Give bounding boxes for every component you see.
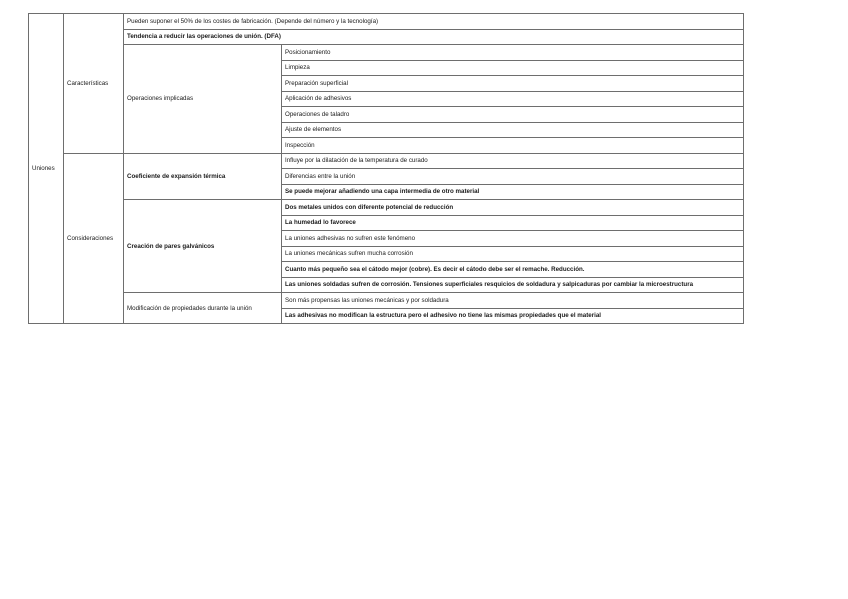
modificacion-item: Son más propensas las uniones mecánicas y por soldadura — [282, 293, 744, 309]
galvanico-item: Las uniones soldadas sufren de corrosión. Tensiones superficiales resquicios de soldadura y salpicaduras por cambiar la microestructura — [282, 277, 744, 293]
operacion-item: Ajuste de elementos — [282, 122, 744, 138]
operacion-item: Aplicación de adhesivos — [282, 91, 744, 107]
root-cell: Uniones — [29, 14, 64, 324]
operacion-item: Preparación superficial — [282, 76, 744, 92]
table-row — [29, 14, 744, 30]
table-row — [29, 45, 744, 61]
uniones-outline-table — [28, 13, 744, 324]
galvanico-item: Dos metales unidos con diferente potencial de reducción — [282, 200, 744, 216]
operacion-item: Limpieza — [282, 60, 744, 76]
galvanico-item: La uniones mecánicas sufren mucha corrosión — [282, 246, 744, 262]
table-row — [29, 153, 744, 169]
table-row — [29, 293, 744, 309]
coeficiente-item: Influye por la dilatación de la temperatura de curado — [282, 153, 744, 169]
operacion-item: Inspección — [282, 138, 744, 154]
consideraciones-cell: Consideraciones — [64, 153, 124, 324]
galvanico-item: Cuanto más pequeño sea el cátodo mejor (cobre). Es decir el cátodo debe ser el remache. Reducción. — [282, 262, 744, 278]
operacion-item: Posicionamiento — [282, 45, 744, 61]
coeficiente-cell: Coeficiente de expansión térmica — [124, 153, 282, 200]
table-row — [29, 200, 744, 216]
galvanicos-cell: Creación de pares galvánicos — [124, 200, 282, 293]
coeficiente-item: Se puede mejorar añadiendo una capa intermedia de otro material — [282, 184, 744, 200]
modificacion-item: Las adhesivas no modifican la estructura pero el adhesivo no tiene las mismas propiedades que el material — [282, 308, 744, 324]
modificacion-cell: Modificación de propiedades durante la unión — [124, 293, 282, 324]
table-row — [29, 29, 744, 45]
operaciones-cell: Operaciones implicadas — [124, 45, 282, 154]
caracteristicas-cell: Características — [64, 14, 124, 154]
dfa-cell: Tendencia a reducir las operaciones de unión. (DFA) — [124, 29, 744, 45]
costes-cell: Pueden suponer el 50% de los costes de fabricación. (Depende del número y la tecnología) — [124, 14, 744, 30]
operacion-item: Operaciones de taladro — [282, 107, 744, 123]
galvanico-item: La humedad lo favorece — [282, 215, 744, 231]
galvanico-item: La uniones adhesivas no sufren este fenómeno — [282, 231, 744, 247]
coeficiente-item: Diferencias entre la unión — [282, 169, 744, 185]
